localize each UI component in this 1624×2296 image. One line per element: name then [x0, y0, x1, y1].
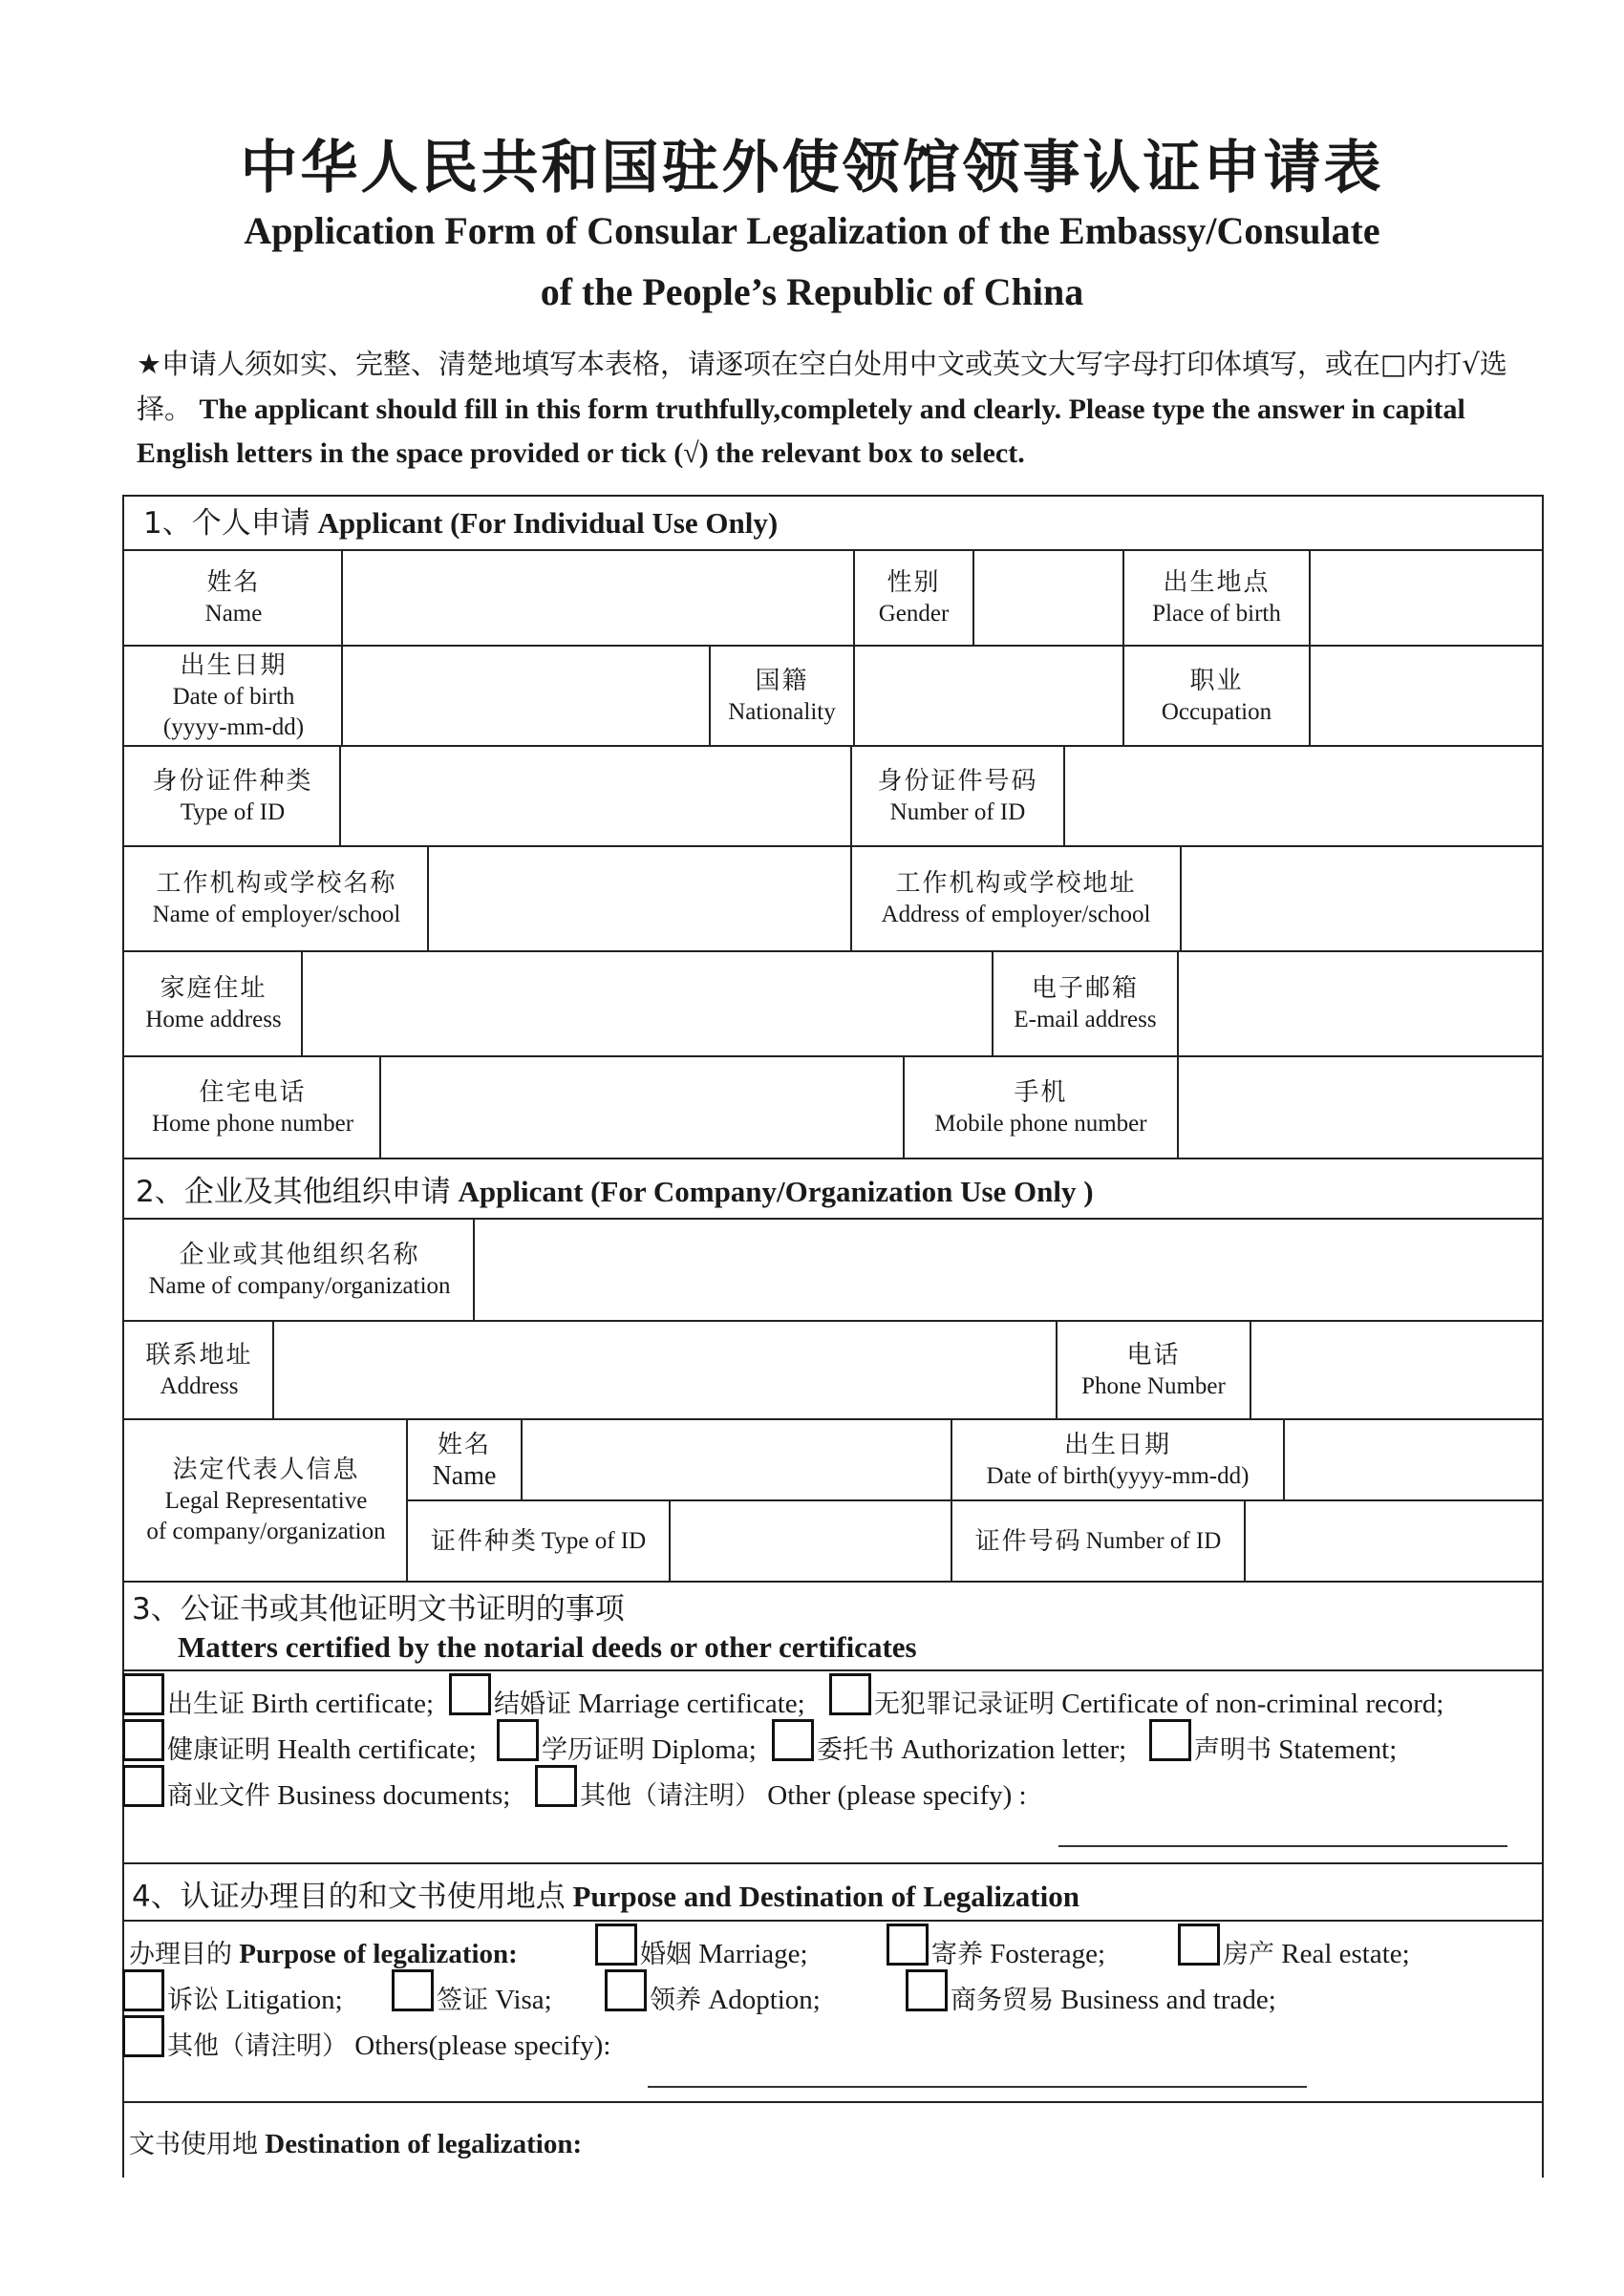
checkbox-other-matters[interactable]: [535, 1765, 577, 1807]
option-litigation: 诉讼 Litigation;: [167, 1985, 343, 2015]
home-phone-input[interactable]: [382, 1060, 902, 1156]
label-rep-date-of-birth: 出生日期 Date of birth(yyyy-mm-dd): [986, 1430, 1250, 1489]
label-name: 姓名 Name: [204, 568, 263, 627]
option-other-matters: 其他（请注明） Other (please specify) :: [580, 1780, 1027, 1811]
checkbox-statement[interactable]: [1149, 1719, 1191, 1761]
gender-input[interactable]: [975, 554, 1122, 644]
label-occupation: 职业 Occupation: [1161, 666, 1272, 725]
nationality-input[interactable]: [856, 649, 1122, 743]
purpose-label: 办理目的 Purpose of legalization:: [129, 1939, 518, 1969]
option-real-estate: 房产 Real estate;: [1223, 1939, 1410, 1969]
label-gender: 性别 Gender: [878, 568, 950, 627]
instructions-chinese: ★申请人须如实、完整、清楚地填写本表格，请逐项在空白处用中文或英文大写字母打印体填写，或在□内打√选择。: [137, 348, 1507, 425]
form-title-english-line1: Application Form of Consular Legalization of the Embassy/Consulate: [244, 209, 1380, 252]
option-adoption: 领养 Adoption;: [650, 1985, 821, 2015]
checkbox-real-estate[interactable]: [1178, 1924, 1220, 1966]
checkbox-authorization-letter[interactable]: [772, 1719, 814, 1761]
section2-title: 2、企业及其他组织申请 Applicant (For Company/Organization Use Only ): [136, 1175, 1094, 1209]
rep-name-input[interactable]: [524, 1423, 951, 1498]
label-id-type: 身份证件种类 Type of ID: [152, 766, 313, 825]
rep-id-number-input[interactable]: [1247, 1504, 1541, 1579]
occupation-input[interactable]: [1312, 649, 1541, 743]
checkbox-adoption[interactable]: [605, 1969, 647, 2011]
checkbox-visa[interactable]: [392, 1969, 434, 2011]
label-employer-name: 工作机构或学校名称 Name of employer/school: [152, 869, 401, 927]
label-company-name: 企业或其他组织名称 Name of company/organization: [148, 1240, 451, 1299]
destination-input[interactable]: [630, 2115, 1532, 2163]
label-rep-name: 姓名 Name: [432, 1430, 497, 1491]
checkbox-health-certificate[interactable]: [122, 1719, 164, 1761]
option-non-criminal-record: 无犯罪记录证明 Certificate of non-criminal record;: [874, 1689, 1444, 1719]
other-purpose-specify-input[interactable]: [648, 2048, 1311, 2086]
label-contact-address: 联系地址 Address: [145, 1340, 253, 1399]
option-business-documents: 商业文件 Business documents;: [167, 1780, 511, 1811]
checkbox-fosterage[interactable]: [887, 1924, 929, 1966]
label-home-address: 家庭住址 Home address: [145, 974, 282, 1032]
option-statement: 声明书 Statement;: [1194, 1734, 1398, 1765]
date-of-birth-input[interactable]: [344, 649, 709, 743]
checkbox-marriage[interactable]: [595, 1924, 637, 1966]
checkbox-business-documents[interactable]: [122, 1765, 164, 1807]
other-matters-specify-input[interactable]: [1058, 1807, 1511, 1845]
checkbox-litigation[interactable]: [122, 1969, 164, 2011]
label-phone-number: 电话 Phone Number: [1081, 1340, 1226, 1399]
label-legal-representative: 法定代表人信息 Legal Representative of company/organization: [146, 1456, 386, 1544]
id-number-input[interactable]: [1066, 750, 1541, 843]
destination-label: 文书使用地 Destination of legalization:: [129, 2129, 583, 2159]
option-visa: 签证 Visa;: [437, 1985, 552, 2015]
label-id-number: 身份证件号码 Number of ID: [877, 766, 1038, 825]
label-date-of-birth: 出生日期 Date of birth (yyyy-mm-dd): [162, 650, 305, 740]
mobile-phone-input[interactable]: [1180, 1060, 1541, 1156]
place-of-birth-input[interactable]: [1312, 554, 1541, 644]
instructions: [137, 342, 1550, 476]
option-other-purpose: 其他（请注明） Others(please specify):: [167, 2030, 611, 2061]
contact-address-input[interactable]: [275, 1325, 1055, 1416]
label-rep-id-type: 证件种类 Type of ID: [430, 1526, 647, 1556]
option-health-certificate: 健康证明 Health certificate;: [167, 1734, 477, 1765]
checkbox-birth-certificate[interactable]: [122, 1673, 164, 1715]
label-mobile-phone: 手机 Mobile phone number: [934, 1077, 1147, 1137]
checkbox-business-and-trade[interactable]: [906, 1969, 948, 2011]
option-business-and-trade: 商务贸易 Business and trade;: [951, 1985, 1276, 2015]
option-authorization-letter: 委托书 Authorization letter;: [817, 1734, 1127, 1765]
label-email: 电子邮箱 E-mail address: [1014, 974, 1157, 1032]
rep-id-type-input[interactable]: [672, 1504, 951, 1579]
form-title-chinese: 中华人民共和国驻外使领馆领事认证申请表: [240, 135, 1384, 202]
rep-date-of-birth-input[interactable]: [1286, 1423, 1541, 1498]
email-input[interactable]: [1180, 955, 1541, 1052]
company-name-input[interactable]: [476, 1222, 1541, 1318]
option-marriage: 婚姻 Marriage;: [640, 1939, 808, 1969]
checkbox-non-criminal-record[interactable]: [829, 1673, 871, 1715]
option-fosterage: 寄养 Fosterage;: [931, 1939, 1106, 1969]
section1-title: 1、个人申请 Applicant (For Individual Use Only): [143, 506, 779, 541]
option-diploma: 学历证明 Diploma;: [542, 1734, 757, 1765]
phone-number-input[interactable]: [1252, 1325, 1541, 1416]
form-title-english-line2: of the People’s Republic of China: [540, 270, 1084, 313]
section3-title: 3、公证书或其他证明文书证明的事项 Matters certified by the notarial deeds or other certificates: [132, 1592, 917, 1664]
option-birth-certificate: 出生证 Birth certificate;: [167, 1689, 435, 1719]
employer-address-input[interactable]: [1183, 850, 1541, 947]
label-nationality: 国籍 Nationality: [728, 666, 836, 725]
label-home-phone: 住宅电话 Home phone number: [151, 1077, 354, 1137]
name-input[interactable]: [344, 554, 854, 644]
label-rep-id-number: 证件号码 Number of ID: [974, 1526, 1222, 1556]
home-address-input[interactable]: [304, 955, 992, 1052]
checkbox-other-purpose[interactable]: [122, 2015, 164, 2057]
employer-name-input[interactable]: [430, 850, 850, 947]
id-type-input[interactable]: [342, 750, 850, 843]
checkbox-diploma[interactable]: [497, 1719, 539, 1761]
label-employer-address: 工作机构或学校地址 Address of employer/school: [881, 869, 1151, 927]
label-place-of-birth: 出生地点 Place of birth: [1152, 568, 1281, 627]
section4-title: 4、认证办理目的和文书使用地点 Purpose and Destination of Legalization: [132, 1880, 1079, 1914]
instructions-english: The applicant should fill in this form truthfully,completely and clearly. Please type the answer in capital English letters in the space provided or tick (√) the relevant box to select.: [137, 393, 1465, 469]
checkbox-marriage-certificate[interactable]: [449, 1673, 491, 1715]
option-marriage-certificate: 结婚证 Marriage certificate;: [494, 1689, 805, 1719]
